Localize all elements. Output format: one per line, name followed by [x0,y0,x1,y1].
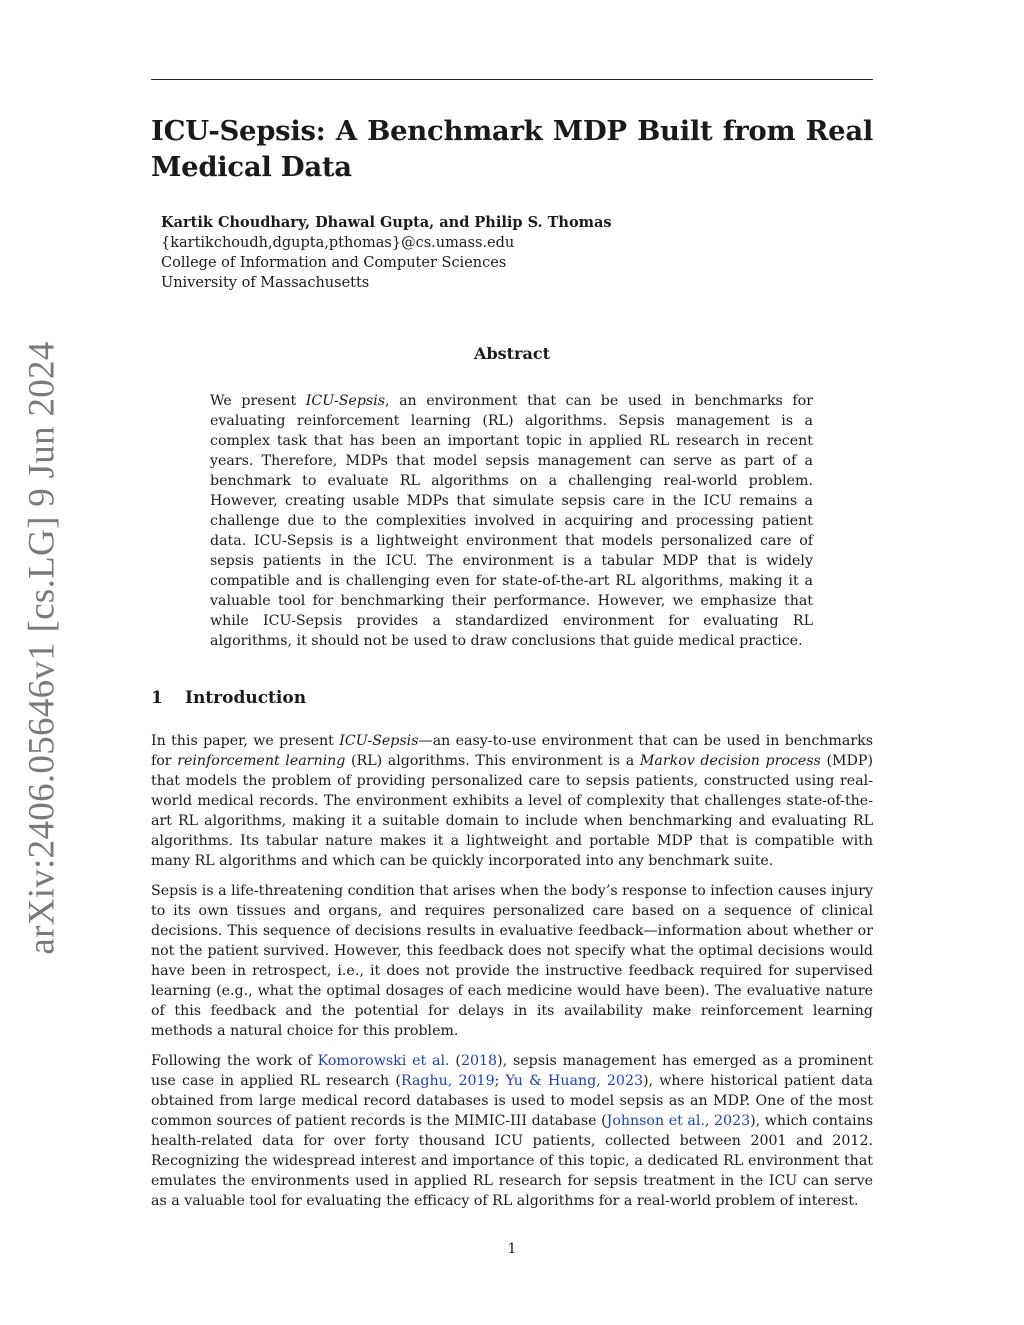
page-number: 1 [507,1241,517,1257]
affiliation-college: College of Information and Computer Sciences [161,255,507,271]
abstract-text-part: , an environment that can be used in benchmarks for evaluating reinforcement learning (RL) algorithms. Sepsis management is a complex task that has been an important topic in applied RL research in recent years. Therefore, MDPs that model sepsis management can serve as part of a benchmark to evaluate RL algorithms on a challenging real-world problem. However, creating usable MDPs that simulate sepsis care in the ICU remains a challenge due to the complexities involved in acquiring and processing patient data. ICU-Sepsis is a lightweight environment that models personalized care of sepsis patients in the ICU. The environment is a tabular MDP that is widely compatible and is challenging even for state-of-the-art RL algorithms, making it a valuable tool for benchmarking their performance. However, we emphasize that while ICU-Sepsis provides a standardized environment for evaluating RL algorithms, it should not be used to draw conclusions that guide medical practice. [210,393,813,649]
emphasis: reinforcement learning [177,753,346,769]
text-run: ( [449,1053,461,1069]
arxiv-identifier: arXiv:2406.05646v1 [cs.LG] 9 Jun 2024 [21,341,63,955]
paragraph-1 [151,731,873,871]
text-run: , [704,1113,715,1129]
text-run: ; [494,1073,506,1089]
author-names: Kartik Choudhary, Dhawal Gupta, and Philip S. Thomas [161,214,612,231]
section-title: Introduction [185,688,307,708]
emphasis: Markov decision process [639,753,821,769]
text-run: (RL) algorithms. This environment is a [345,753,640,769]
text-run: ), which contains health-related data for over forty thousand ICU patients, collected between 2001 and 2012. Recognizing the widespread interest and importance of this topic, a dedicated RL environment that emulates the environments used in applied RL research for sepsis treatment in the ICU can serve as a valuable tool for evaluating the efficacy of RL algorithms for a real-world problem of interest. [151,1113,873,1209]
section-number: 1 [151,688,163,708]
title-line-2: Medical Data [151,151,352,183]
author-email: {kartikchoudh,dgupta,pthomas}@cs.umass.edu [161,235,515,251]
text-run: —an easy-to-use environment that can be used in benchmarks for [151,733,873,769]
paragraph-2: Sepsis is a life-threatening condition that arises when the body’s response to infection causes injury to its own tissues and organs, and requires personalized care based on a sequence of clinical decisions. This sequence of decisions results in evaluative feedback—information about whether or not the patient survived. However, this feedback does not specify what the optimal decisions would have been in retrospect, i.e., it does not provide the instructive feedback required for supervised learning (e.g., what the optimal dosages of each medicine would have been). The evaluative nature of this feedback and the potential for delays in its availability make reinforcement learning methods a natural choice for this problem. [151,883,873,1039]
abstract-emphasis: ICU-Sepsis [305,393,386,409]
citation-link[interactable]: Komorowski et al. [317,1053,450,1069]
citation-link[interactable]: 2023 [714,1113,751,1129]
title-line-1: ICU-Sepsis: A Benchmark MDP Built from Real [151,115,873,147]
text-run: In this paper, we present [151,733,340,749]
text-run: (MDP) that models the problem of providing personalized care to sepsis patients, constructed using real-world medical records. The environment exhibits a level of complexity that challenges state-of-the-art RL algorithms, making it a suitable domain to include when benchmarking and evaluating RL algorithms. Its tabular nature makes it a lightweight and portable MDP that is compatible with many RL algorithms and which can be quickly incorporated into any benchmark suite. [151,753,873,869]
top-rule [151,79,873,80]
paragraph-3 [151,1051,873,1211]
section-heading [151,688,306,708]
abstract-text [210,391,813,651]
text-run: Following the work of [151,1053,318,1069]
author-block [161,213,612,293]
citation-link[interactable]: Yu & Huang, 2023 [505,1073,644,1089]
abstract-text-part: We present [210,393,306,409]
citation-link[interactable]: Johnson et al. [606,1113,705,1129]
text-run: ), sepsis management has emerged as a prominent use case in applied RL research ( [151,1053,874,1089]
paper-title [151,113,873,185]
citation-link[interactable]: 2018 [460,1053,498,1069]
citation-link[interactable]: Raghu, 2019 [400,1073,495,1089]
affiliation-university: University of Massachusetts [161,275,370,291]
emphasis: ICU-Sepsis [339,733,419,749]
introduction-body [151,731,873,1221]
abstract-heading: Abstract [474,344,550,363]
text-run: ), where historical patient data obtained from large medical record databases is used to model sepsis as an MDP. One of the most common sources of patient records is the MIMIC-III database ( [151,1073,874,1129]
